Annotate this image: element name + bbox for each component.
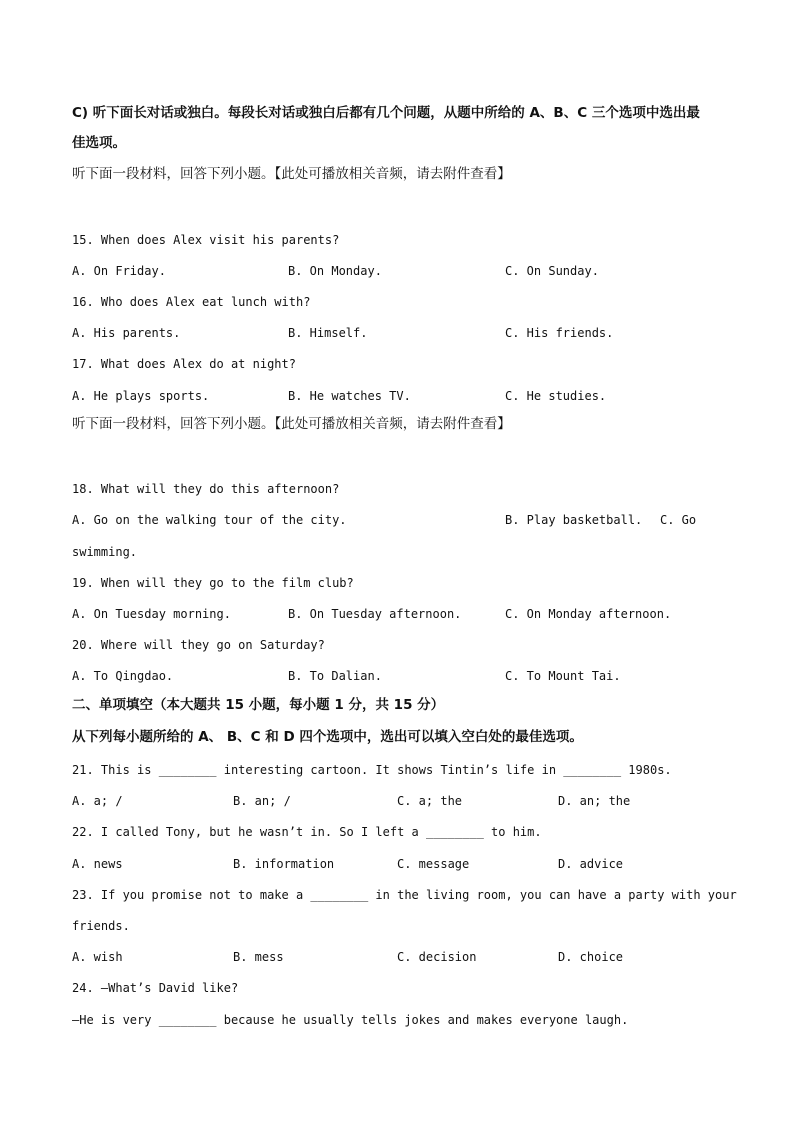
option-b: B. He watches TV.	[288, 389, 411, 403]
question-stem: 18. What will they do this afternoon?	[72, 482, 340, 496]
option-b: B. To Dalian.	[288, 669, 382, 683]
question-stem: 23. If you promise not to make a ________ in the living room, you can have a party with your	[72, 888, 737, 902]
option-b: B. Himself.	[288, 326, 368, 340]
option-a: A. wish	[72, 950, 123, 964]
question-stem: 21. This is ________ interesting cartoon. It shows Tintin’s life in ________ 1980s.	[72, 763, 672, 777]
option-c: C. To Mount Tai.	[505, 669, 621, 683]
option-c-continuation: swimming.	[72, 545, 138, 559]
option-b: B. On Tuesday afternoon.	[288, 607, 462, 621]
option-a: A. On Tuesday morning.	[72, 607, 231, 621]
option-a: A. news	[72, 857, 123, 871]
option-a: A. To Qingdao.	[72, 669, 174, 683]
question-stem: 17. What does Alex do at night?	[72, 357, 296, 371]
option-c: C. His friends.	[505, 326, 614, 340]
option-b: B. On Monday.	[288, 264, 382, 278]
option-d: D. advice	[558, 857, 624, 871]
question-stem: 19. When will they go to the film club?	[72, 576, 354, 590]
question-stem-line2: —He is very ________ because he usually tells jokes and makes everyone laugh.	[72, 1013, 629, 1027]
section-2-instruction: 从下列每小题所给的 A、 B、C 和 D 四个选项中，选出可以填入空白处的最佳选项。	[72, 729, 583, 745]
option-c: C. a; the	[397, 794, 463, 808]
listen-prompt: 听下面一段材料，回答下列小题。【此处可播放相关音频，请去附件查看】	[72, 416, 511, 432]
option-c: C. Go	[660, 513, 697, 527]
option-c: C. decision	[397, 950, 477, 964]
option-c: C. On Monday afternoon.	[505, 607, 672, 621]
section-c-instruction-line2: 佳选项。	[72, 135, 126, 151]
option-a: A. On Friday.	[72, 264, 166, 278]
section-c-instruction-line1: C) 听下面长对话或独白。每段长对话或独白后都有几个问题，从题中所给的 A、B、C 三个选项中选出最	[72, 105, 700, 121]
option-d: D. choice	[558, 950, 624, 964]
option-c: C. He studies.	[505, 389, 607, 403]
option-b: B. an; /	[233, 794, 291, 808]
option-a: A. Go on the walking tour of the city.	[72, 513, 347, 527]
listen-prompt: 听下面一段材料，回答下列小题。【此处可播放相关音频，请去附件查看】	[72, 166, 511, 182]
question-stem: 15. When does Alex visit his parents?	[72, 233, 340, 247]
question-stem: 22. I called Tony, but he wasn’t in. So I left a ________ to him.	[72, 825, 542, 839]
option-c: C. On Sunday.	[505, 264, 599, 278]
option-b: B. information	[233, 857, 335, 871]
question-stem: 16. Who does Alex eat lunch with?	[72, 295, 311, 309]
option-b: B. mess	[233, 950, 284, 964]
question-stem: 24. —What’s David like?	[72, 981, 239, 995]
option-d: D. an; the	[558, 794, 631, 808]
section-2-title: 二、单项填空（本大题共 15 小题，每小题 1 分，共 15 分）	[72, 697, 445, 713]
question-stem-continuation: friends.	[72, 919, 130, 933]
option-c: C. message	[397, 857, 470, 871]
question-stem: 20. Where will they go on Saturday?	[72, 638, 325, 652]
option-a: A. He plays sports.	[72, 389, 210, 403]
option-b: B. Play basketball.	[505, 513, 643, 527]
option-a: A. His parents.	[72, 326, 181, 340]
option-a: A. a; /	[72, 794, 123, 808]
